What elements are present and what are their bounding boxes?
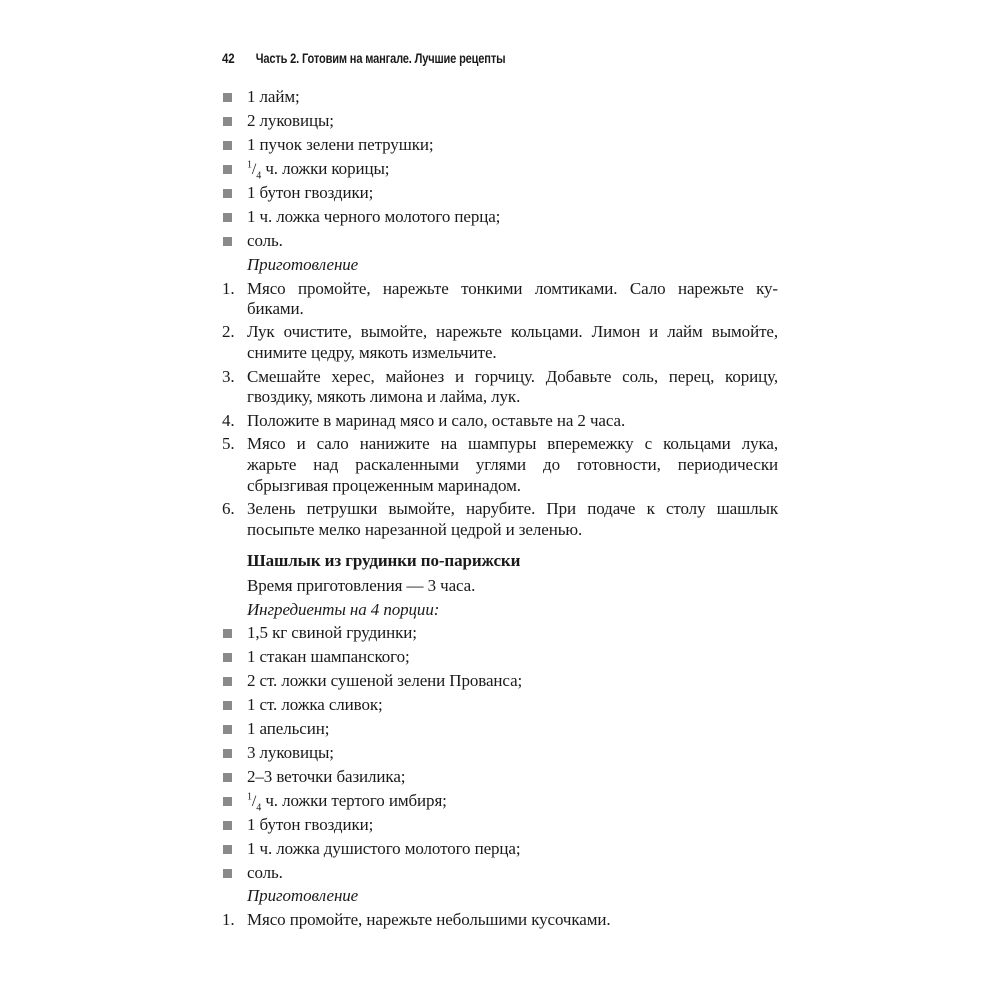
square-bullet-icon xyxy=(223,773,232,782)
square-bullet-icon xyxy=(223,653,232,662)
fraction-item: $^1/_4$ ч. ложки тертого имбиря; xyxy=(247,791,447,814)
square-bullet-icon xyxy=(223,797,232,806)
square-bullet-icon xyxy=(223,869,232,878)
square-bullet-icon xyxy=(223,237,232,246)
square-bullet-icon xyxy=(223,93,232,102)
running-head xyxy=(222,50,505,66)
square-bullet-icon xyxy=(223,213,232,222)
square-bullet-icon xyxy=(223,749,232,758)
book-page: 42 Часть 2. Готовим на мангале. Лучшие рецепты 1 лайм; 2 луковицы; 1 пучок зелени петрушки; $^1/_4$ ч. ложки корицы; 1 бутон гвоздики; 1 ч. ложка черного молотого перца; соль. Приготовление 1. Мясо промойте, нарежьте тонкими ломтиками. Сало нарежьте ку- биками. 2. Лук очистите, вымойте, нарежьте кольцами. Лимон и лайм вымойте, снимите цедру, мякоть измельчите. 3. Смешайте херес, майонез и горчицу. Добавьте соль, перец, корицу, гвоздику, мякоть лимона и лайма, лук. 4. Положите в маринад мясо и сало, оставьте на 2 часа. 5. Мясо и сало нанижите на шампуры вперемежку с кольцами лука, жарьте над раскаленными углями до готовности, периодически сбрызгивая процеженным маринадом. 6. Зелень петрушки вымойте, нарубите. При подаче к столу шашлык посыпьте мелко нарезанной цедрой и зеленью. Шашлык из грудинки по-парижски Время приготовления — 3 часа. Ингредиенты на 4 порции: 1,5 кг свиной грудинки; 1 стакан шампанского; 2 ст. ложки сушеной зелени Прованса; 1 ст. ложка сливок; 1 апельсин; 3 луковицы; 2–3 веточки базилика; $^1/_4$ ч. ложки тертого имбиря; 1 бутон гвоздики; 1 ч. ложка душистого молотого перца; соль. Приготовление 1. Мясо промойте, нарежьте небольшими кусочками. xyxy=(0,0,1000,1000)
running-head-title: Часть 2. Готовим на мангале. Лучшие рецепты xyxy=(255,51,506,66)
square-bullet-icon xyxy=(223,165,232,174)
page-number: 42 xyxy=(222,50,235,66)
square-bullet-icon xyxy=(223,821,232,830)
fraction-item: $^1/_4$ ч. ложки корицы; xyxy=(247,159,390,182)
square-bullet-icon xyxy=(223,117,232,126)
square-bullet-icon xyxy=(223,725,232,734)
square-bullet-icon xyxy=(223,141,232,150)
square-bullet-icon xyxy=(223,845,232,854)
square-bullet-icon xyxy=(223,629,232,638)
square-bullet-icon xyxy=(223,701,232,710)
square-bullet-icon xyxy=(223,677,232,686)
square-bullet-icon xyxy=(223,189,232,198)
